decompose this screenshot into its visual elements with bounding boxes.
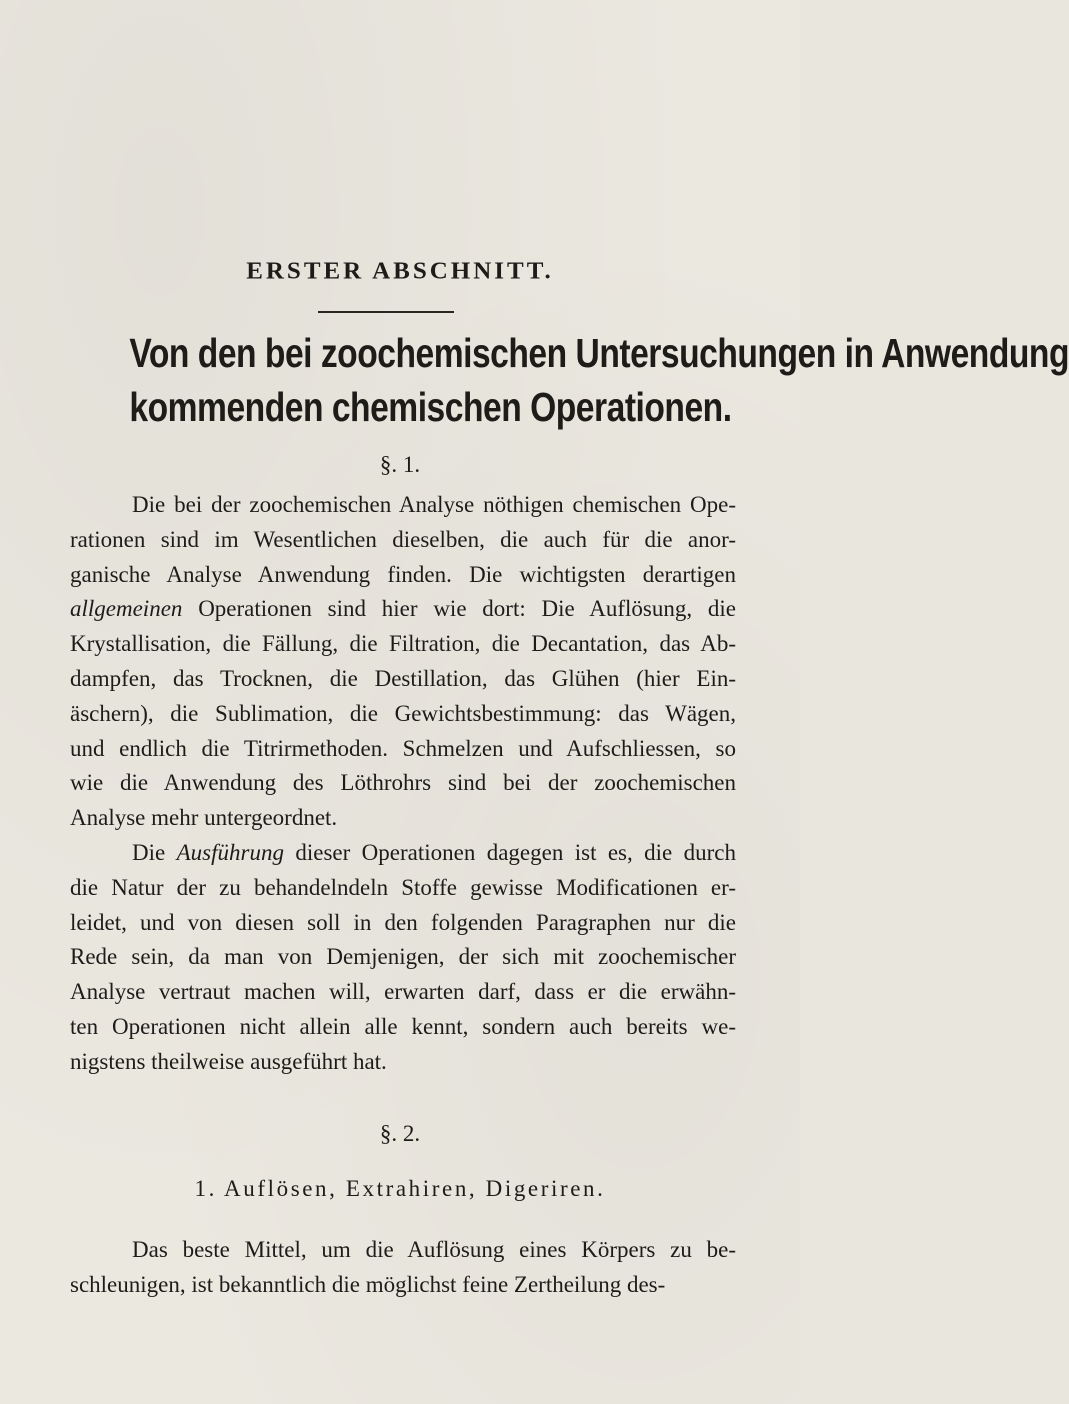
text-line: Die bei der zoochemischen Analyse nöthigen chemischen Ope- [132, 492, 736, 517]
italic-word: Ausführung [176, 839, 284, 865]
paragraph-1 [70, 488, 736, 1080]
paragraph-2 [70, 1233, 736, 1303]
text-line: Das beste Mittel, um die Auflösung eines Körpers zu be- [132, 1237, 736, 1262]
text-line: Analyse vertraut machen will, erwarten darf, dass er die erwähn- [70, 979, 736, 1005]
text-line [70, 592, 736, 627]
text-line: Krystallisation, die Fällung, die Filtration, die Decantation, das Ab- [70, 631, 736, 657]
text-line: ten Operationen nicht allein alle kennt, sondern auch bereits we- [70, 1013, 736, 1039]
chapter-heading: ERSTER ABSCHNITT. [246, 258, 554, 285]
italic-word: allgemeinen [70, 596, 183, 622]
section-title-line-2: kommenden chemischen Operationen. [129, 384, 732, 430]
paragraph-mark-2: §. 2. [379, 1121, 421, 1146]
heading-rule [318, 311, 454, 313]
text-line: wie die Anwendung des Löthrohrs sind bei der zoochemischen [70, 770, 736, 796]
text-line [70, 836, 736, 871]
text-span: dieser Operationen dagegen ist es, die durch [283, 839, 736, 865]
text-span: Operationen sind hier wie dort: Die Auflösung, die [182, 596, 736, 622]
text-line: Analyse mehr untergeordnet. [70, 805, 338, 831]
text-line: rationen sind im Wesentlichen dieselben, die auch für die anor- [70, 526, 736, 552]
text-line: Rede sein, da man von Demjenigen, der sich mit zoochemischer [70, 944, 736, 970]
text-line: äschern), die Sublimation, die Gewichtsbestimmung: das Wägen, [70, 700, 736, 726]
text-line: dampfen, das Trocknen, die Destillation, das Glühen (hier Ein- [70, 665, 736, 691]
text-line: die Natur der zu behandelndeln Stoffe gewisse Modificationen er- [70, 874, 736, 900]
text-line: nigstens theilweise ausgeführt hat. [70, 1048, 387, 1074]
section-title [129, 326, 1069, 434]
text-line: und endlich die Titrirmethoden. Schmelzen und Aufschliessen, so [70, 735, 736, 761]
text-line: ganische Analyse Anwendung finden. Die wichtigsten derartigen [70, 561, 736, 587]
text-line: schleunigen, ist bekanntlich die möglichst feine Zertheilung des- [70, 1271, 666, 1297]
section-title-line-1: Von den bei zoochemischen Untersuchungen in Anwendung [129, 330, 1069, 376]
text-line: leidet, und von diesen soll in den folgenden Paragraphen nur die [70, 909, 736, 935]
text-span: Die [132, 839, 177, 865]
paragraph-mark-1: §. 1. [379, 452, 421, 477]
subheading: 1. Auflösen, Extrahiren, Digeriren. [194, 1176, 606, 1201]
